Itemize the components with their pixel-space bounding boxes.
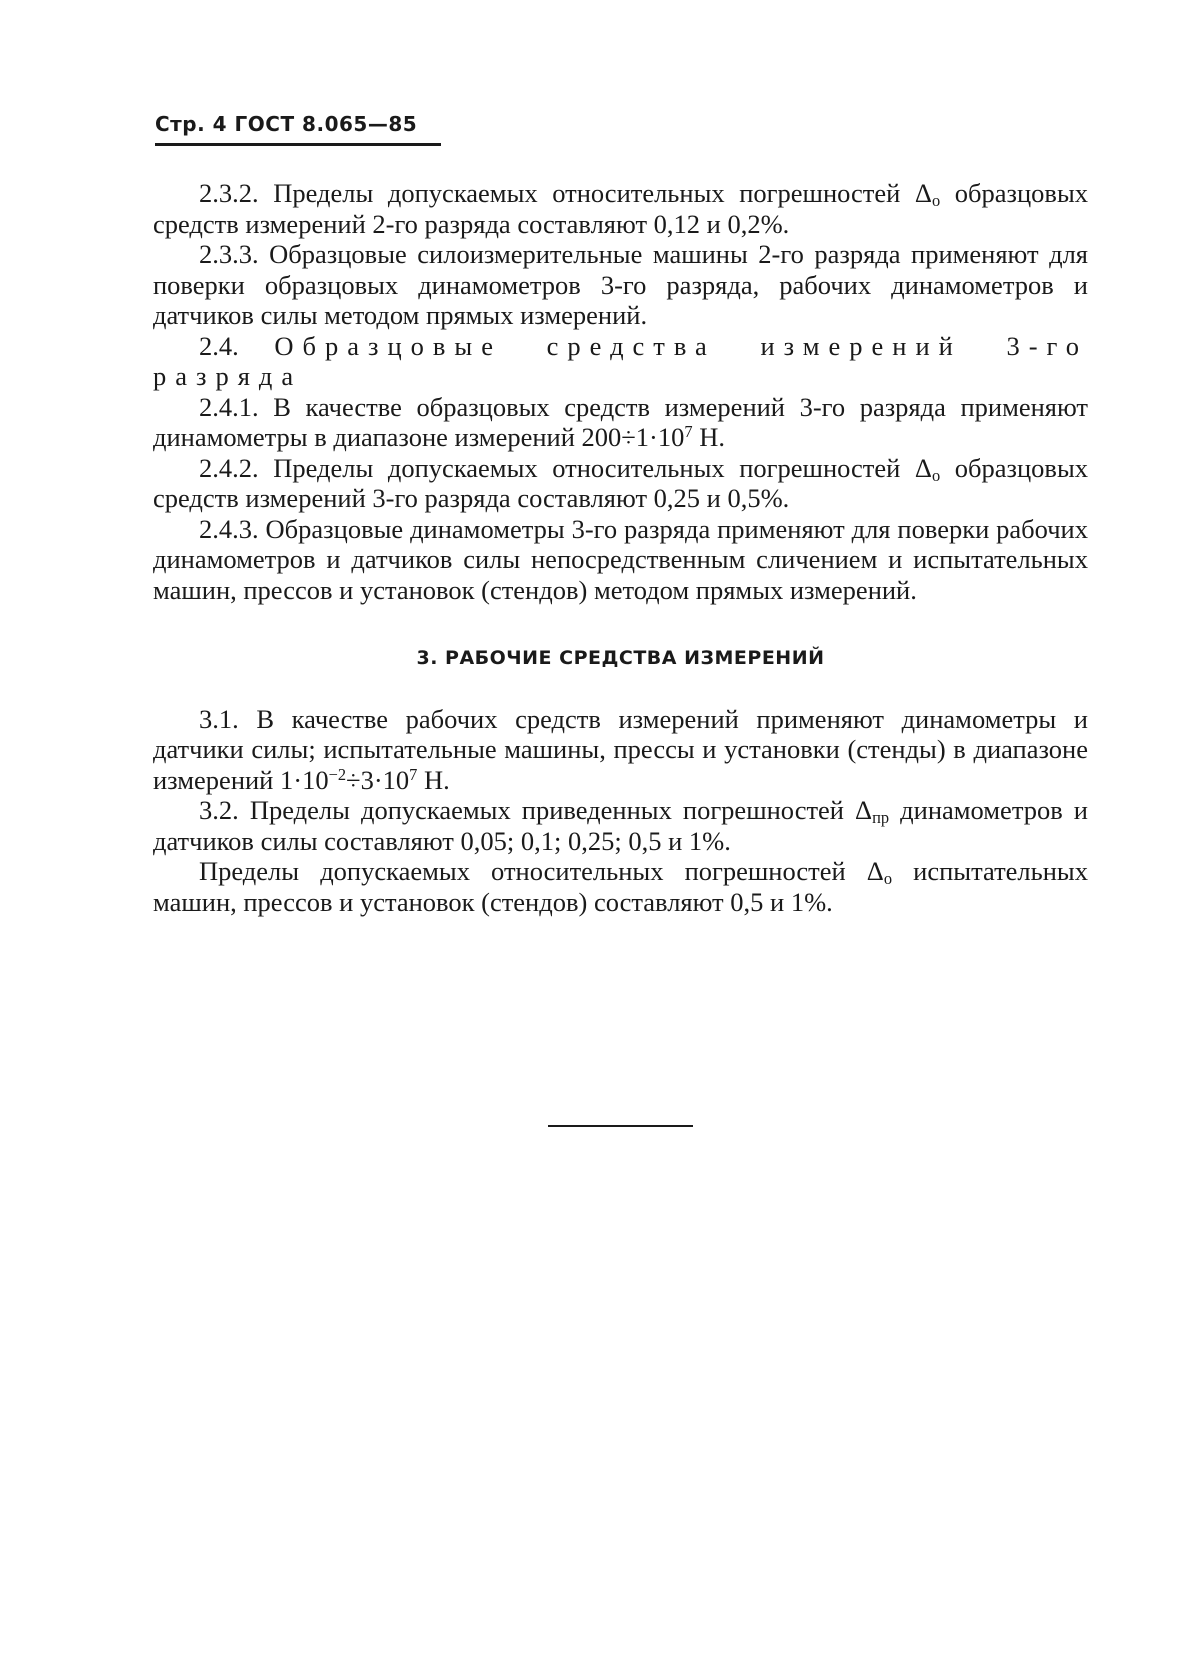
paragraph-2-4-3 — [153, 514, 1088, 606]
paragraph-text: 3.2. Пределы допускаемых приведенных погрешностей Δ — [199, 795, 873, 825]
paragraph-text-tail: образцовых средств измерений 3-го разряда составляют 0,25 и 0,5%. — [153, 452, 1088, 513]
page-header: Стр. 4 ГОСТ 8.065—85 — [155, 112, 418, 136]
section-title: 3. РАБОЧИЕ СРЕДСТВА ИЗМЕРЕНИЙ — [416, 647, 825, 669]
subscript: o — [931, 191, 941, 211]
end-rule — [548, 1125, 693, 1127]
paragraph-2-4-1 — [153, 392, 1088, 453]
paragraph-2-3-2 — [153, 178, 1088, 239]
superscript: −2 — [328, 764, 347, 784]
paragraph-text: Пределы допускаемых относительных погрешностей Δ — [199, 856, 884, 886]
superscript: 7 — [684, 421, 693, 441]
document-body — [153, 178, 1088, 917]
paragraph-text-tail: Н. — [692, 422, 725, 452]
paragraph-text: 2.3.2. Пределы допускаемых относительных погрешностей Δ — [199, 178, 932, 208]
paragraph-2-4-heading — [153, 331, 1088, 392]
subscript: o — [931, 465, 941, 485]
subscript: o — [883, 869, 893, 889]
paragraph-limits — [153, 856, 1088, 917]
header-rule — [155, 143, 441, 146]
paragraph-2-4-2 — [153, 453, 1088, 514]
paragraph-number: 2.4. — [199, 330, 275, 361]
paragraph-text-tail: образцовых средств измерений 2-го разряда составляют 0,12 и 0,2%. — [153, 178, 1088, 239]
paragraph-text-tail: испытательных машин, прессов и установок (стендов) составляют 0,5 и 1%. — [153, 856, 1088, 917]
paragraph-text: 3.1. В качестве рабочих средств измерений применяют динамометры и датчики силы; испытательные машины, прессы и установки (стенды) в диапазоне измерений 1·10 — [153, 703, 1088, 795]
subscript: пр — [872, 808, 890, 828]
spaced-heading: Образцовые средства измерений 3-го разряда — [153, 330, 1088, 391]
paragraph-3-1 — [153, 704, 1088, 796]
paragraph-text: 2.4.2. Пределы допускаемых относительных погрешностей Δ — [199, 452, 932, 483]
paragraph-3-2 — [153, 795, 1088, 856]
paragraph-text: 2.4.1. В качестве образцовых средств измерений 3-го разряда применяют динамометры в диапазоне измерений 200÷1·10 — [153, 391, 1088, 452]
paragraph-text-tail: Н. — [417, 764, 450, 795]
paragraph-text: 2.4.3. Образцовые динамометры 3-го разряда применяют для поверки рабочих динамометров и датчиков силы непосредственным сличением и испытательных машин, прессов и установок (стендов) методом прямых измерений. — [153, 513, 1088, 605]
paragraph-text-mid: ÷3·10 — [346, 764, 410, 795]
paragraph-text-tail: динамометров и датчиков силы составляют 0,05; 0,1; 0,25; 0,5 и 1%. — [153, 795, 1088, 856]
paragraph-2-3-3 — [153, 239, 1088, 331]
paragraph-text: 2.3.3. Образцовые силоизмерительные машины 2-го разряда применяют для поверки образцовых динамометров 3-го разряда, рабочих динамометров и датчиков силы методом прямых измерений. — [153, 239, 1088, 330]
superscript: 7 — [409, 764, 418, 784]
